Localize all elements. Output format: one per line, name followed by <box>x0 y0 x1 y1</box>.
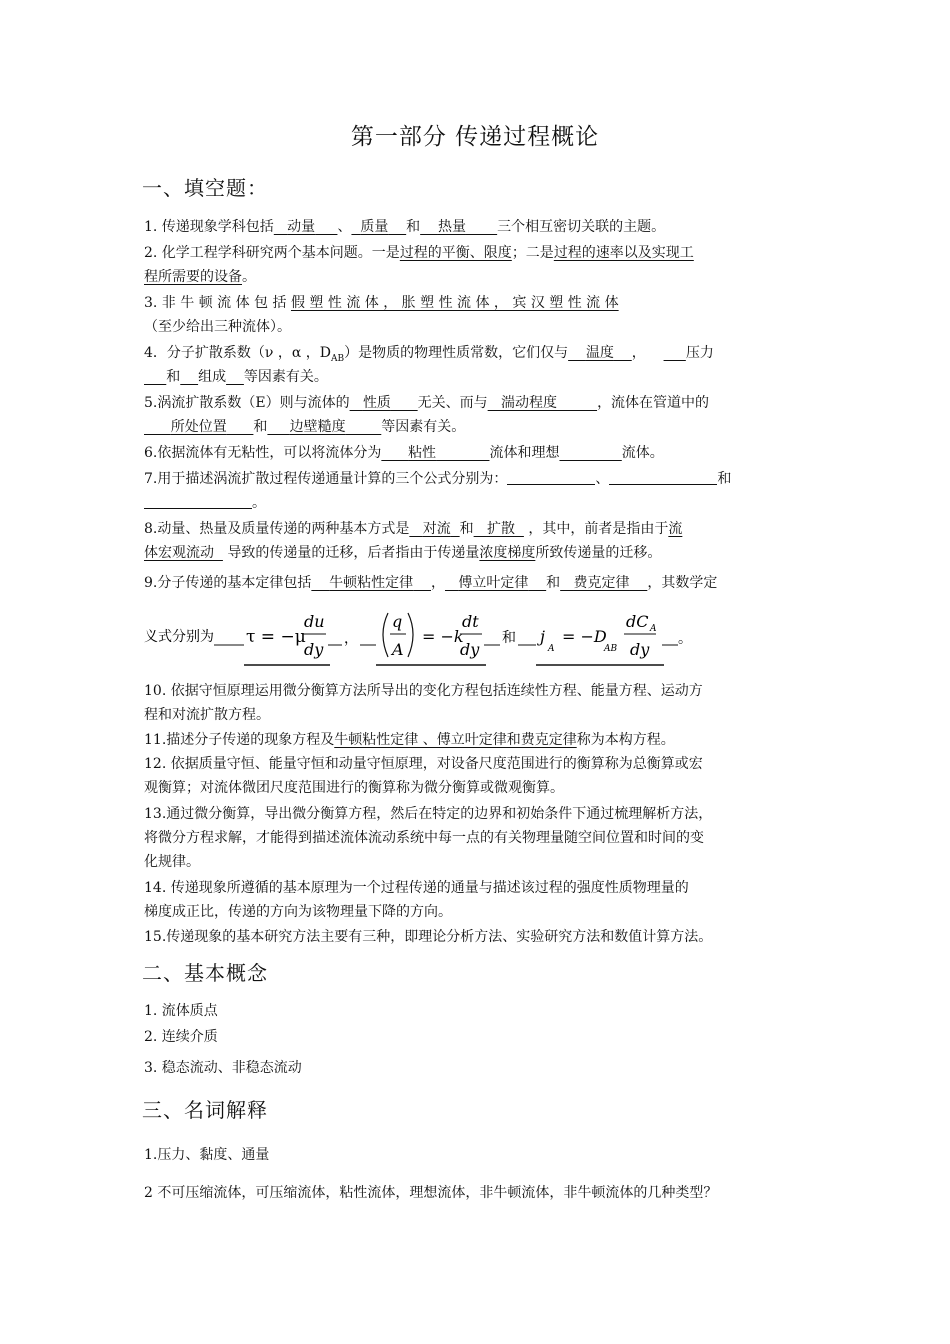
question-13-line-2: 将微分方程求解，才能得到描述流体流动系统中每一点的有关物理量随空间位置和时间的变 <box>144 830 704 846</box>
eq-period: 。 <box>678 631 692 647</box>
concept-item: 2. 连续介质 <box>144 1029 218 1045</box>
answer-blank: 湍动程度 <box>501 395 557 411</box>
question-12-line-2: 观衡算；对流体微团尺度范围进行的衡算称为微分衡算或微观衡算。 <box>144 780 564 796</box>
question-2-line-1: 2. 化学工程学科研究两个基本问题。一是过程的平衡、限度；二是过程的速率以及实现工 <box>144 245 694 261</box>
answer-blank: 牛顿粘性定律 <box>329 575 414 591</box>
answer-blank: 边壁糙度 <box>289 419 346 435</box>
left-paren <box>383 613 388 657</box>
question-8-line-2: 体宏观流动 导致的传递量的迁移，后者指由于传递量浓度梯度所致传递量的迁移。 <box>144 545 662 561</box>
answer-blank: 假 塑 性 流 体 ， 胀 塑 性 流 体 ， 宾 汉 塑 性 流 体 <box>290 295 619 311</box>
answer-blank: 流 <box>668 521 683 537</box>
eq-fick-D-sub: AB <box>604 644 618 654</box>
eq-fick-num: dC <box>626 612 649 631</box>
answer-blank: 傅立叶定律 <box>458 575 529 591</box>
answer-blank: 性质 <box>362 395 391 411</box>
section-heading-terms: 三、名词解释 <box>142 1098 268 1122</box>
term-item: 2 不可压缩流体，可压缩流体，粘性流体，理想流体，非牛顿流体，非牛顿流体的几种类型？ <box>144 1185 718 1201</box>
right-paren <box>408 613 413 657</box>
equations-svg <box>144 605 808 671</box>
eq-fourier-den: dy <box>460 640 480 659</box>
question-4-line-1: 4．分子扩散系数（ν ，α ，$D_{AB}$）是物质的物理性质常数，它们仅与 温度 ， 压力 <box>144 345 714 364</box>
answer-blank: 温度 <box>585 345 614 361</box>
answer-blank: 对流 <box>422 521 451 537</box>
eq-fick-den: dy <box>630 640 650 659</box>
question-3-line-1: 3. 非 牛 顿 流 体 包 括 假 塑 性 流 体 ， 胀 塑 性 流 体 ， 宾 汉 塑 性 流 体 <box>144 295 619 311</box>
answer-blank: 所处位置 <box>170 419 227 435</box>
question-1: 1. 传递现象学科包括 动量 、 质量 和 热量 三个相互密切关联的主题。 <box>144 219 666 235</box>
eq-fick-j: j <box>540 627 545 646</box>
answer-blank <box>507 470 595 485</box>
question-10-line-2: 程和对流扩散方程。 <box>144 707 270 723</box>
question-5-line-2: 所处位置 和 边壁糙度 等因素有关。 <box>144 416 808 438</box>
eq-fick-j-sub: A <box>548 644 555 654</box>
answer-blank: 动量 <box>287 219 316 235</box>
eq-fick-D: = −D <box>562 627 607 646</box>
question-4-line-2: 和 组成 等因素有关。 <box>166 369 328 385</box>
question-7-line-2: 。 <box>144 492 808 514</box>
answer-blank: 浓度梯度 <box>479 545 536 561</box>
question-8-line-1: 8.动量、热量及质量传递的两种基本方式是 对流 和 扩散 ，其中，前者是指由于流 <box>144 521 683 537</box>
question-6: 6.依据流体有无粘性，可以将流体分为 粘性 流体和理想 流体。 <box>144 445 664 461</box>
question-3-line-2: （至少给出三种流体）。 <box>144 319 291 335</box>
answer-blank: 牛顿粘性定律 、傅立叶定律和费克定律 <box>334 732 577 748</box>
question-13-line-3: 化规律。 <box>144 854 200 870</box>
answer-blank: 费克定律 <box>573 575 630 591</box>
q9-equations <box>144 605 808 671</box>
eq-fourier-A: A <box>392 640 404 659</box>
eq-comma: ， <box>344 631 358 647</box>
answer-blank: 程所需要的设备 <box>144 269 242 285</box>
eq-fourier-k: = −k <box>422 627 464 646</box>
question-9-line-1: 9.分子传递的基本定律包括 牛顿粘性定律 ， 傅立叶定律 和 费克定律 ，其数学定 <box>144 575 718 591</box>
section-heading-basic-concepts: 二、基本概念 <box>142 961 268 985</box>
question-14-line-1: 14. 传递现象所遵循的基本原理为一个过程传递的通量与描述该过程的强度性质物理量的 <box>144 880 689 896</box>
question-2-line-2: 程所需要的设备。 <box>144 269 256 285</box>
term-item: 1.压力、黏度、通量 <box>144 1147 270 1163</box>
eq-newton-lhs: τ = −μ <box>246 627 306 647</box>
answer-blank <box>664 345 686 361</box>
answer-blank: 扩散 <box>486 521 515 537</box>
answer-blank: 过程的平衡、限度 <box>399 245 512 261</box>
question-15: 15.传递现象的基本研究方法主要有三种，即理论分析方法、实验研究方法和数值计算方法。 <box>144 929 713 945</box>
page-title: 第一部分 传递过程概论 <box>350 124 600 150</box>
question-5-line-1: 5.涡流扩散系数（E）则与流体的 性质 无关、而与 湍动程度 ，流体在管道中的 <box>144 395 710 411</box>
answer-blank: 过程的速率以及实现工 <box>553 245 694 261</box>
answer-blank <box>609 470 717 485</box>
question-12-line-1: 12. 依据质量守恒、能量守恒和动量守恒原理，对设备尺度范围进行的衡算称为总衡算或宏 <box>144 756 703 772</box>
question-13-line-1: 13.通过微分衡算，导出微分衡算方程，然后在特定的边界和初始条件下通过梳理解析方法， <box>144 806 713 822</box>
concept-item: 3. 稳态流动、非稳态流动 <box>144 1060 302 1076</box>
question-7-line-1: 7.用于描述涡流扩散过程传递通量计算的三个公式分别为： 、 和 <box>144 471 732 487</box>
eq-newton-num: du <box>304 612 325 631</box>
eq-fourier-num: dt <box>462 612 479 631</box>
eq-prefix: 义式分别为 <box>144 629 214 645</box>
answer-blank: 热量 <box>437 219 466 235</box>
eq-newton-den: dy <box>304 640 324 659</box>
concept-item: 1. 流体质点 <box>144 1003 218 1019</box>
question-10-line-1: 10. 依据守恒原理运用微分衡算方法所导出的变化方程包括连续性方程、能量方程、运动方 <box>144 683 703 699</box>
eq-and: 和 <box>502 630 516 646</box>
answer-blank: 粘性 <box>408 445 437 461</box>
answer-blank <box>144 494 252 509</box>
section-heading-fill-in: 一、填空题： <box>142 176 268 200</box>
answer-blank: 质量 <box>360 219 389 235</box>
answer-blank: 体宏观流动 <box>144 545 214 561</box>
question-11: 11.描述分子传递的现象方程及牛顿粘性定律 、傅立叶定律和费克定律称为本构方程。 <box>144 732 675 748</box>
eq-fourier-q: q <box>392 612 403 631</box>
eq-fick-num-sub: A <box>650 624 657 634</box>
question-14-line-2: 梯度成正比，传递的方向为该物理量下降的方向。 <box>144 904 452 920</box>
